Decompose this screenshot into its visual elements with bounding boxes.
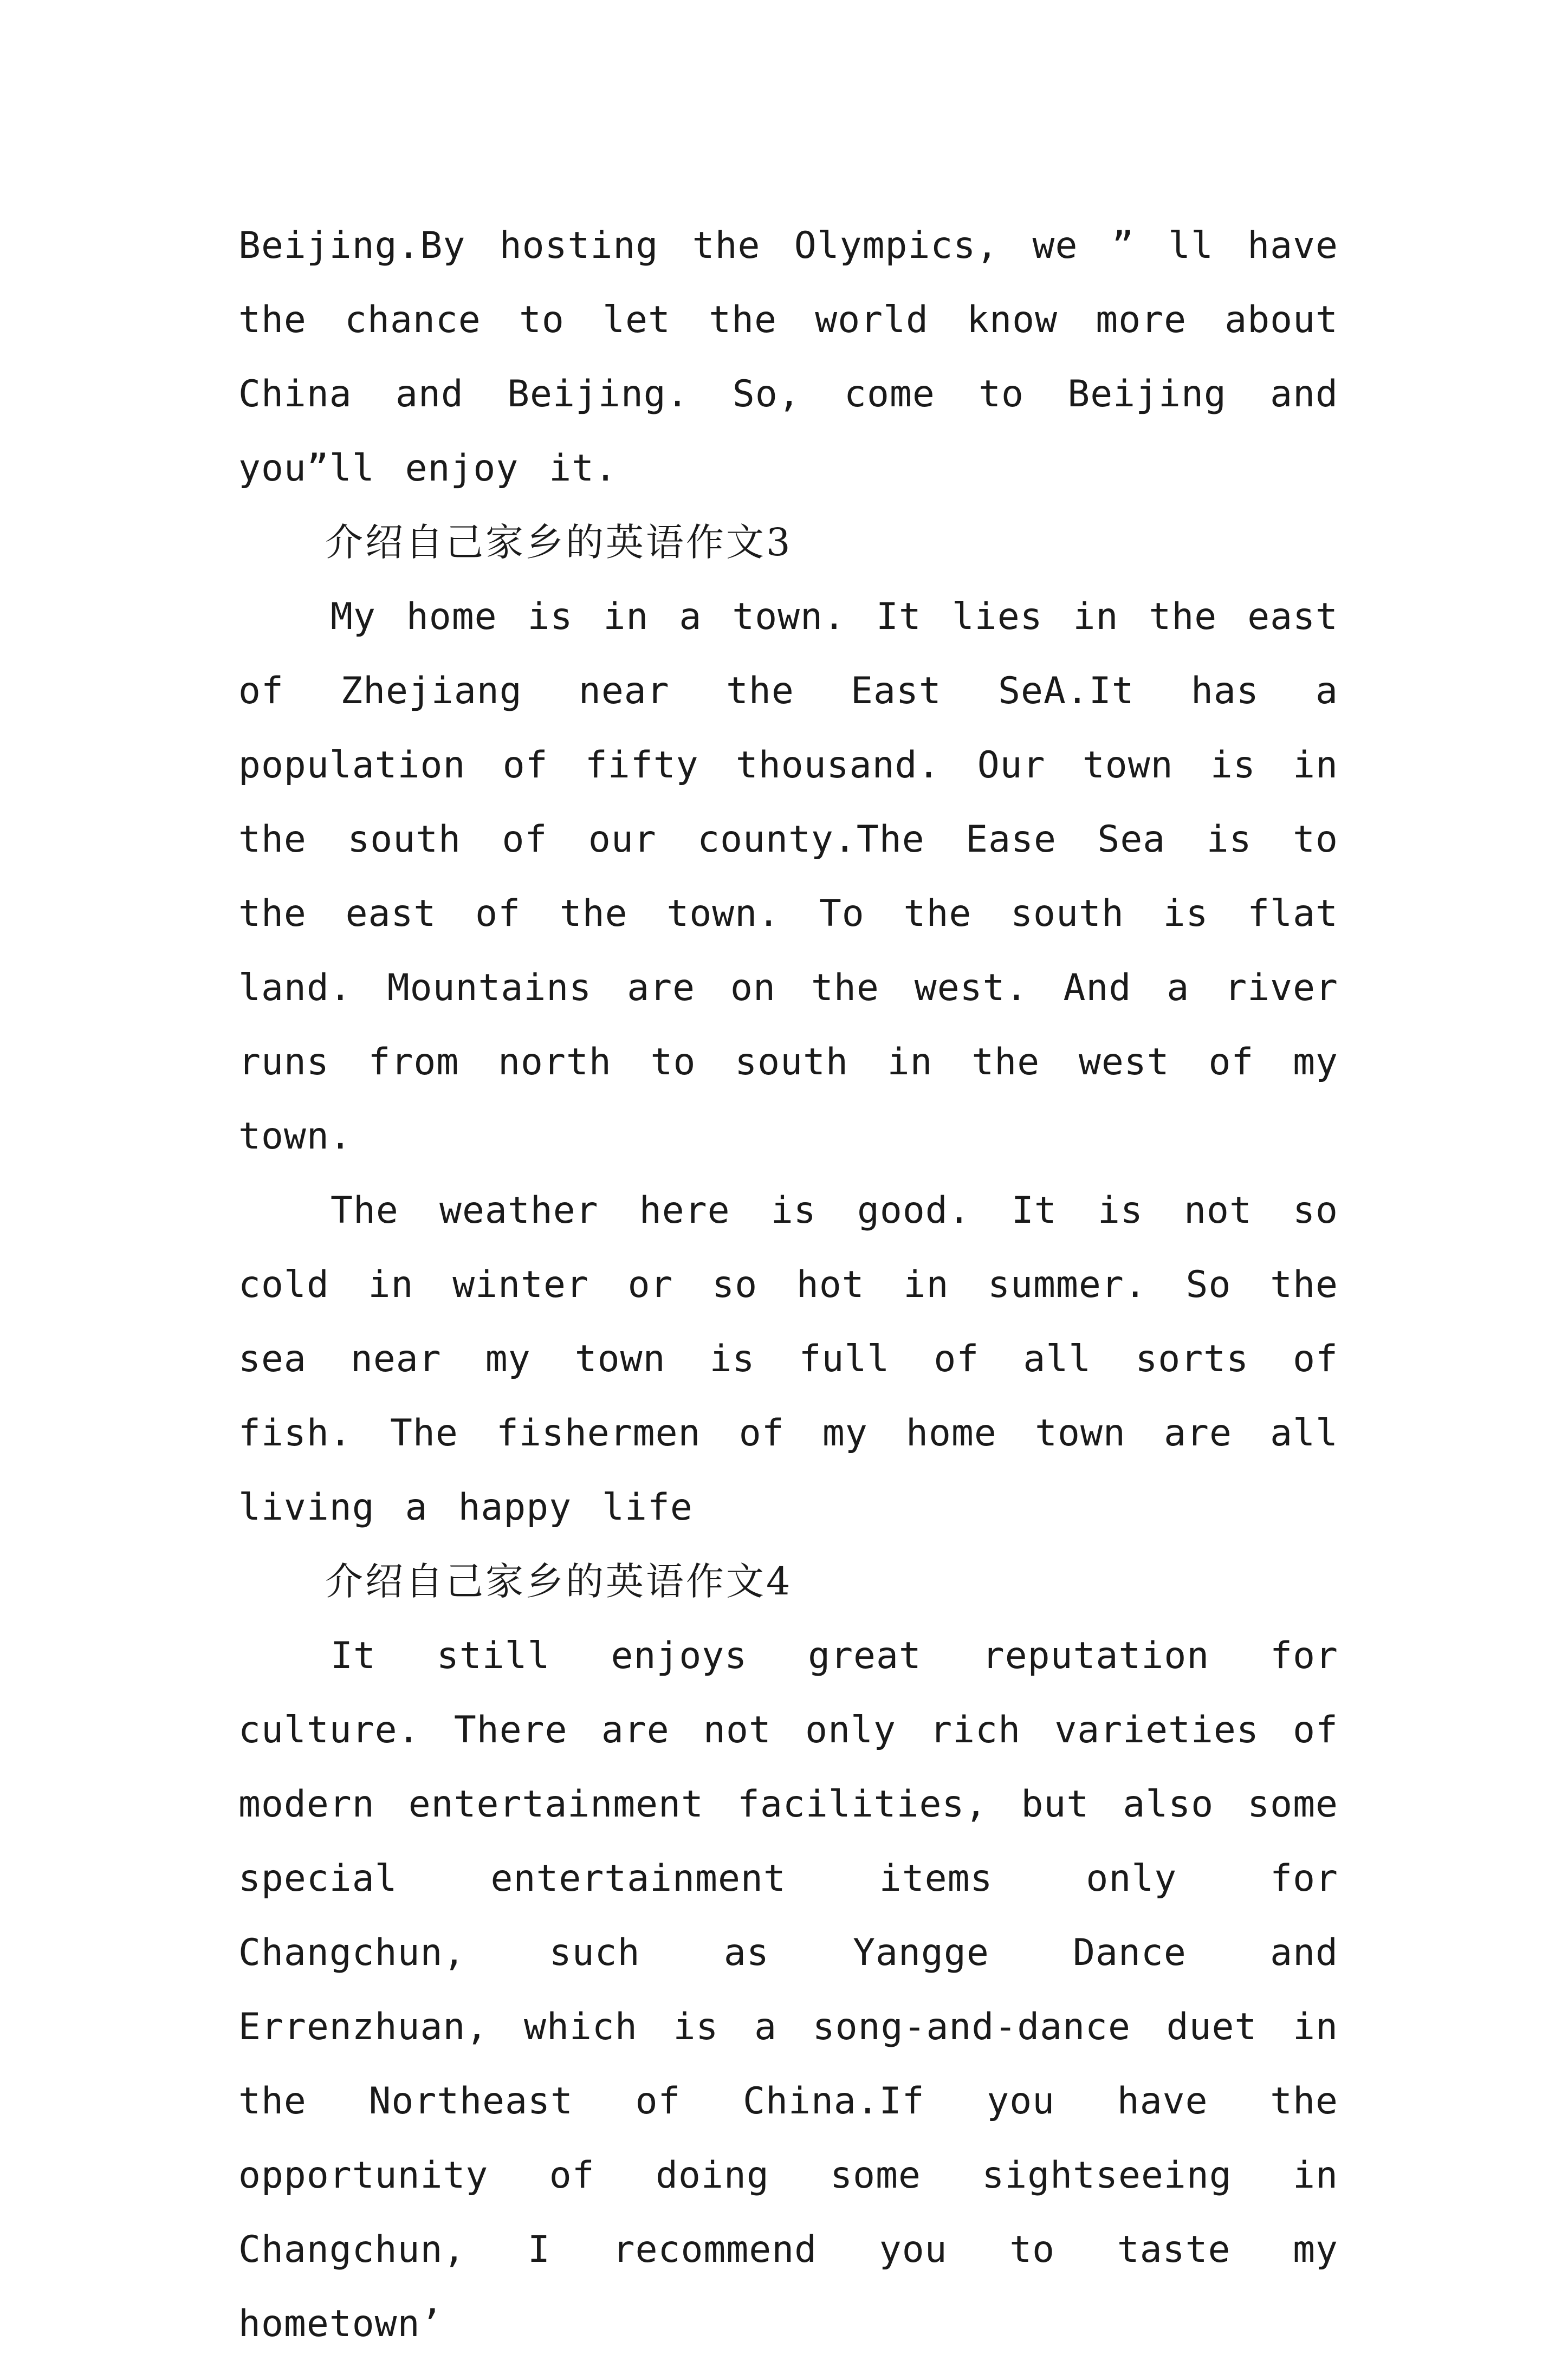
paragraph-weather: The weather here is good. It is not so cold in winter or so hot in summer. So the sea near my town is full of all sorts of fish. The fishermen of my home town are all living a happy life	[238, 1189, 1338, 1529]
paragraph-changchun-culture: It still enjoys great reputation for culture. There are not only rich varieties of modern entertainment facilities, but also some special entertainment items only for Changchun, such as Yangge Dance and Errenzhuan, which is a song-and-dance duet in the Northeast of China.If you have the opportunity of doing some sightseeing in Changchun, I recommend you to taste my hometown’	[238, 1634, 1338, 2345]
document-body	[238, 209, 1338, 2361]
essay-heading-3: 介绍自己家乡的英语作文3	[325, 520, 793, 565]
essay-heading-4: 介绍自己家乡的英语作文4	[325, 1559, 793, 1604]
paragraph-olympics-ending: Beijing.By hosting the Olympics, we ” ll have the chance to let the world know more about China and Beijing. So, come to Beijing and you”ll enjoy it.	[238, 224, 1338, 490]
paragraph-home-town-location: My home is in a town. It lies in the east of Zhejiang near the East SeA.It has a population of fifty thousand. Our town is in the south of our county.The Ease Sea is to the east of the town. To the south is flat land. Mountains are on the west. And a river runs from north to south in the west of my town.	[238, 595, 1338, 1158]
